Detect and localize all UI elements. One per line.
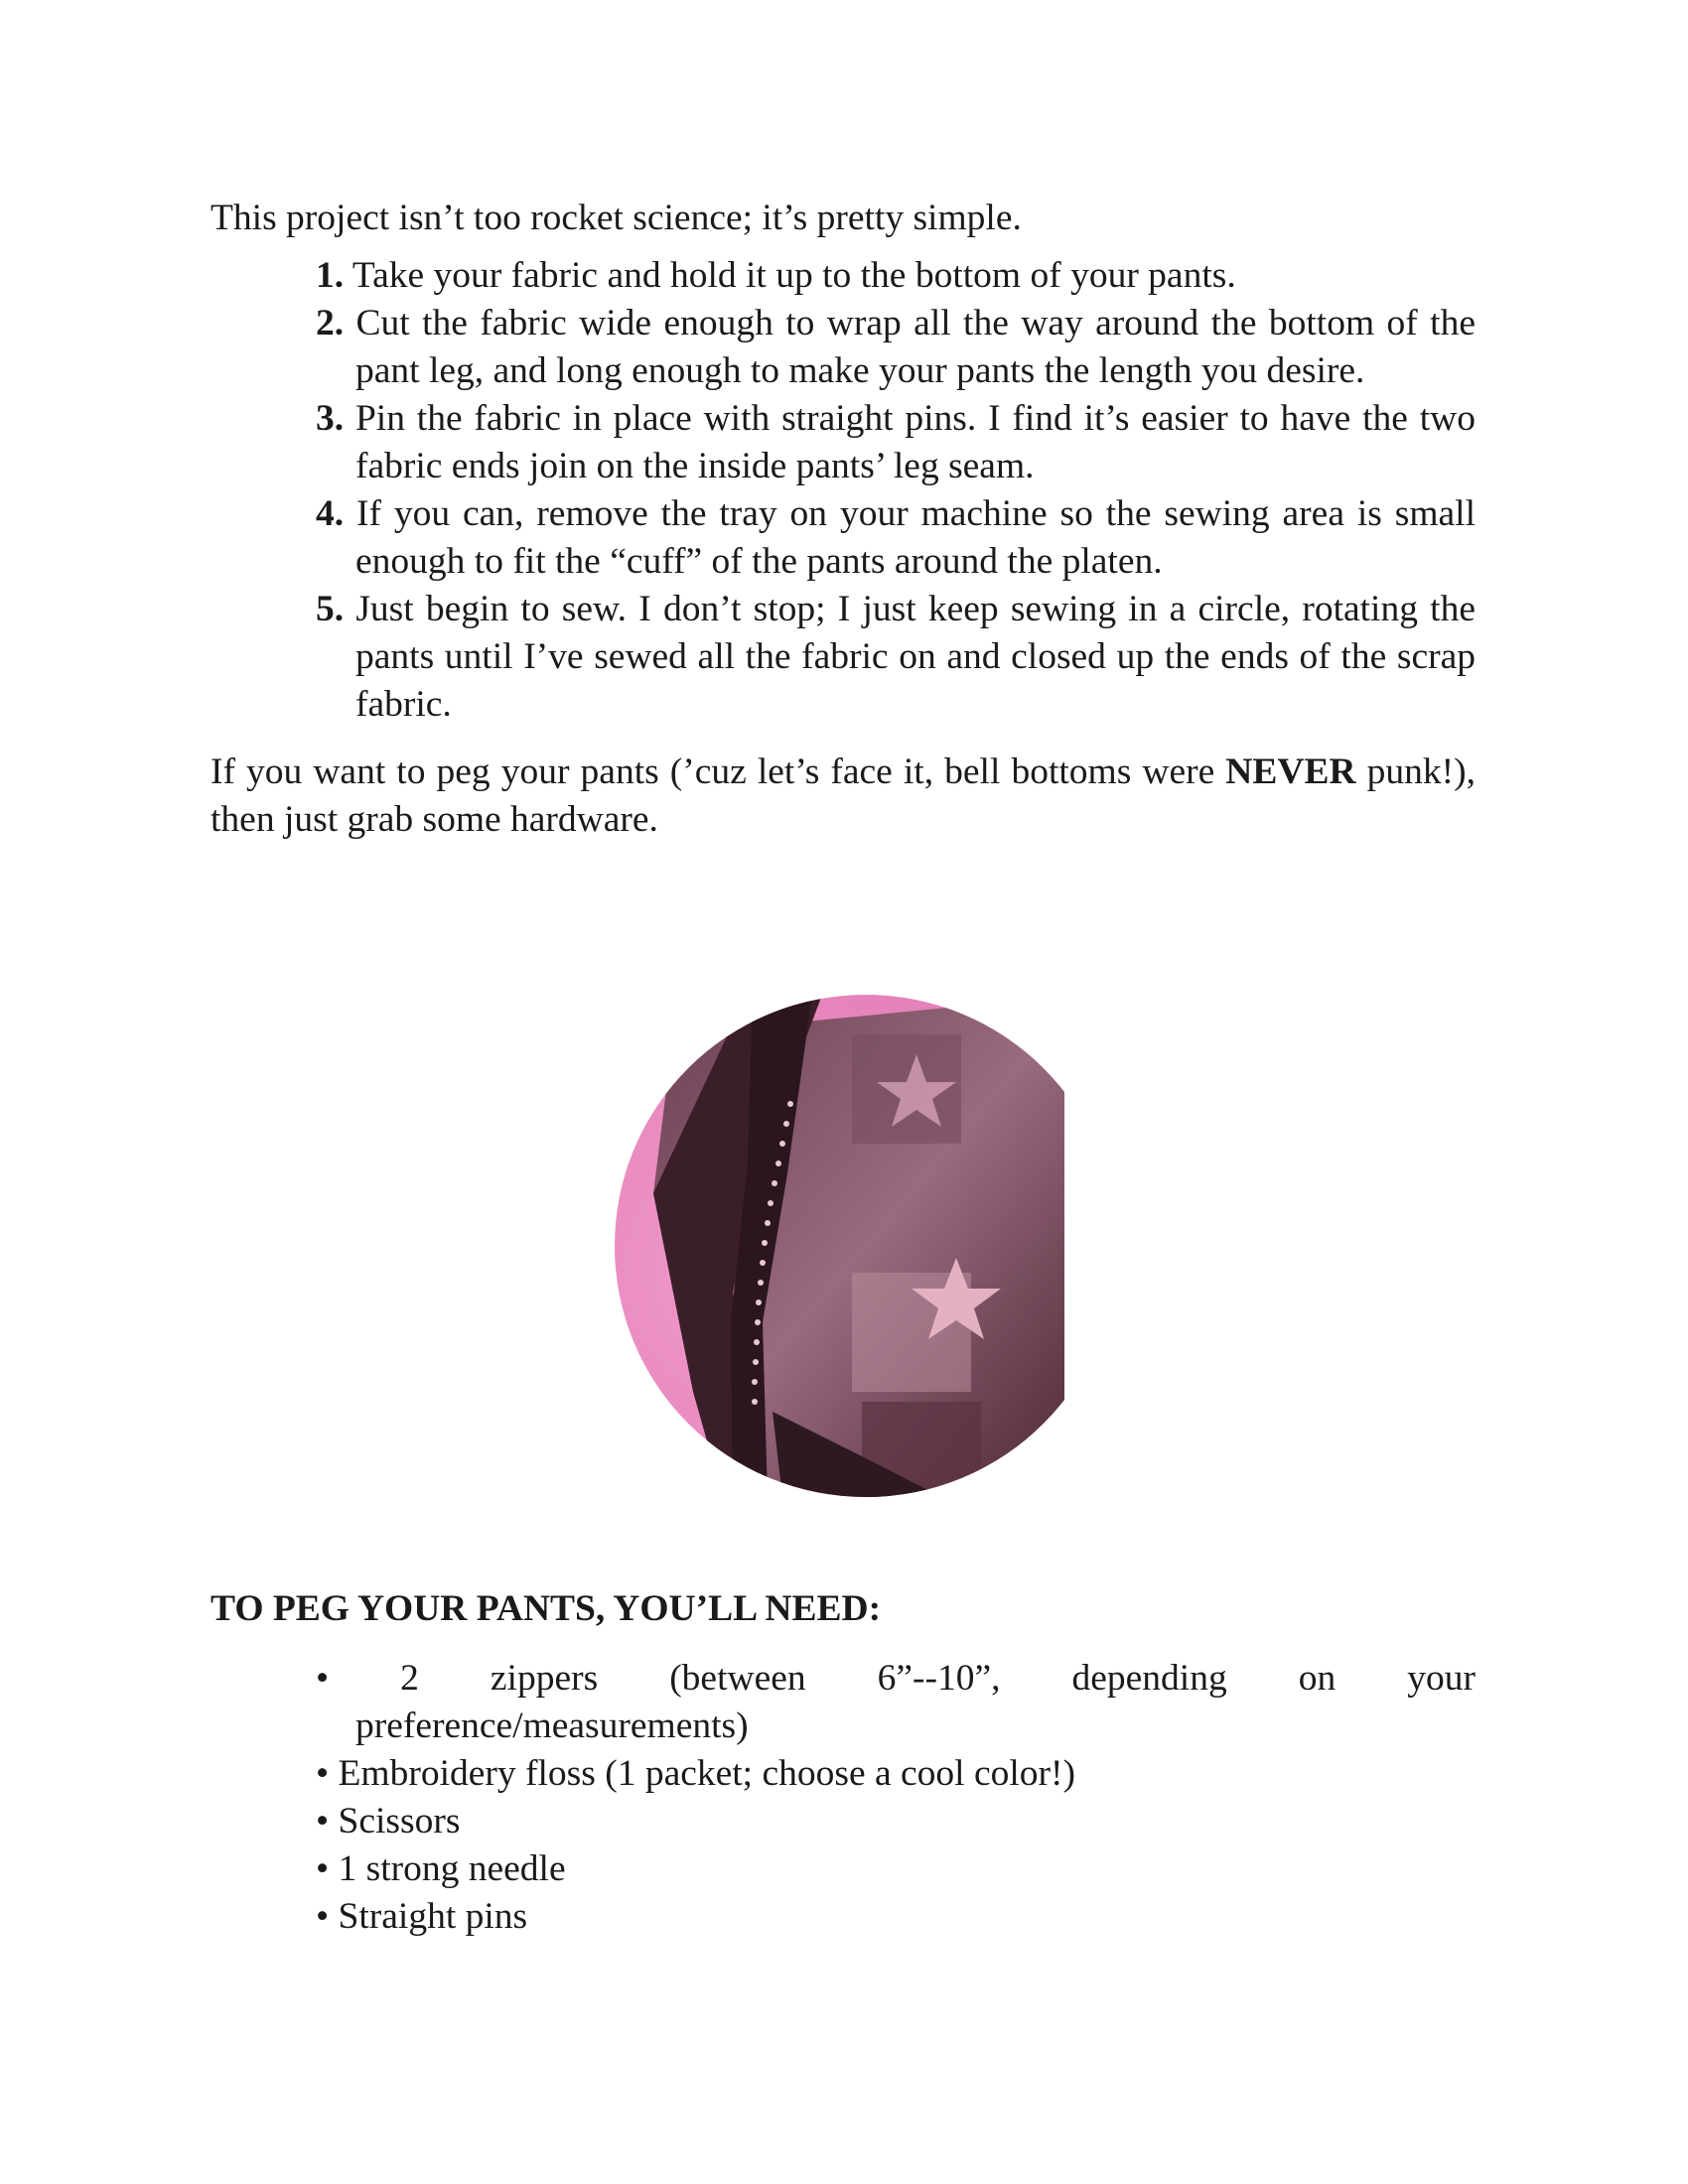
bullet-icon: • <box>316 1801 330 1842</box>
step-number: 4. <box>316 493 345 534</box>
step-number: 3. <box>316 398 345 439</box>
list-item <box>316 586 1476 729</box>
bullet-icon: • <box>316 1848 330 1889</box>
list-item <box>316 1798 1476 1845</box>
list-item <box>316 1893 1476 1941</box>
bullet-icon: • <box>316 1896 330 1937</box>
document-body <box>211 195 1476 844</box>
list-item <box>316 490 1476 586</box>
step-number: 1. <box>316 255 345 296</box>
supply-text: Scissors <box>338 1801 461 1842</box>
bullet-icon: • <box>316 1753 330 1794</box>
supplies-first-line <box>316 1655 1476 1703</box>
step-text: Just begin to sew. I don’t stop; I just keep sewing in a circle, rotating the pants until I’ve sewed all the fabric on and closed up the ends of the scrap fabric. <box>344 589 1476 725</box>
step-text: Pin the fabric in place with straight pins. I find it’s easier to have the two fabric ends join on the inside pants’ leg seam. <box>344 398 1476 486</box>
steps-list <box>211 252 1476 729</box>
supply-text: 1 strong needle <box>338 1848 566 1889</box>
peg-text-bold: NEVER <box>1225 751 1356 792</box>
word: depending <box>1071 1658 1227 1699</box>
supply-text: Embroidery floss (1 packet; choose a cool color!) <box>338 1753 1075 1794</box>
word: zippers <box>490 1658 599 1699</box>
pants-photo <box>614 995 1068 1497</box>
supplies-list <box>316 1655 1476 1941</box>
pants-photo-image <box>614 995 1068 1497</box>
supplies-first-continuation: preference/measurements) <box>355 1706 749 1746</box>
peg-text-before: If you want to peg your pants (’cuz let’s face it, bell bottoms were <box>211 751 1226 792</box>
list-item <box>316 1845 1476 1893</box>
word: 6”--10”, <box>877 1658 1001 1699</box>
step-number: 2. <box>316 303 345 343</box>
peg-paragraph <box>211 749 1476 844</box>
list-item <box>316 300 1476 395</box>
supply-text: Straight pins <box>338 1896 528 1937</box>
intro-paragraph: This project isn’t too rocket science; it’s pretty simple. <box>211 198 1022 238</box>
list-item <box>316 395 1476 490</box>
word: 2 <box>400 1658 419 1699</box>
step-number: 5. <box>316 589 345 629</box>
peg-text-after: punk!), then just grab some hardware. <box>211 751 1476 840</box>
step-text: Take your fabric and hold it up to the bottom of your pants. <box>344 255 1236 296</box>
word: (between <box>669 1658 806 1699</box>
section-heading: TO PEG YOUR PANTS, YOU’LL NEED: <box>211 1588 882 1629</box>
step-text: Cut the fabric wide enough to wrap all the way around the bottom of the pant leg, and long enough to make your pants the length you desire. <box>344 303 1476 391</box>
bullet-icon: • <box>316 1658 330 1699</box>
word: on <box>1298 1658 1336 1699</box>
step-text: If you can, remove the tray on your machine so the sewing area is small enough to fit the “cuff” of the pants around the platen. <box>344 493 1476 582</box>
list-item <box>316 252 1476 300</box>
list-item <box>316 1750 1476 1798</box>
word: your <box>1407 1658 1476 1699</box>
list-item <box>316 1655 1476 1750</box>
